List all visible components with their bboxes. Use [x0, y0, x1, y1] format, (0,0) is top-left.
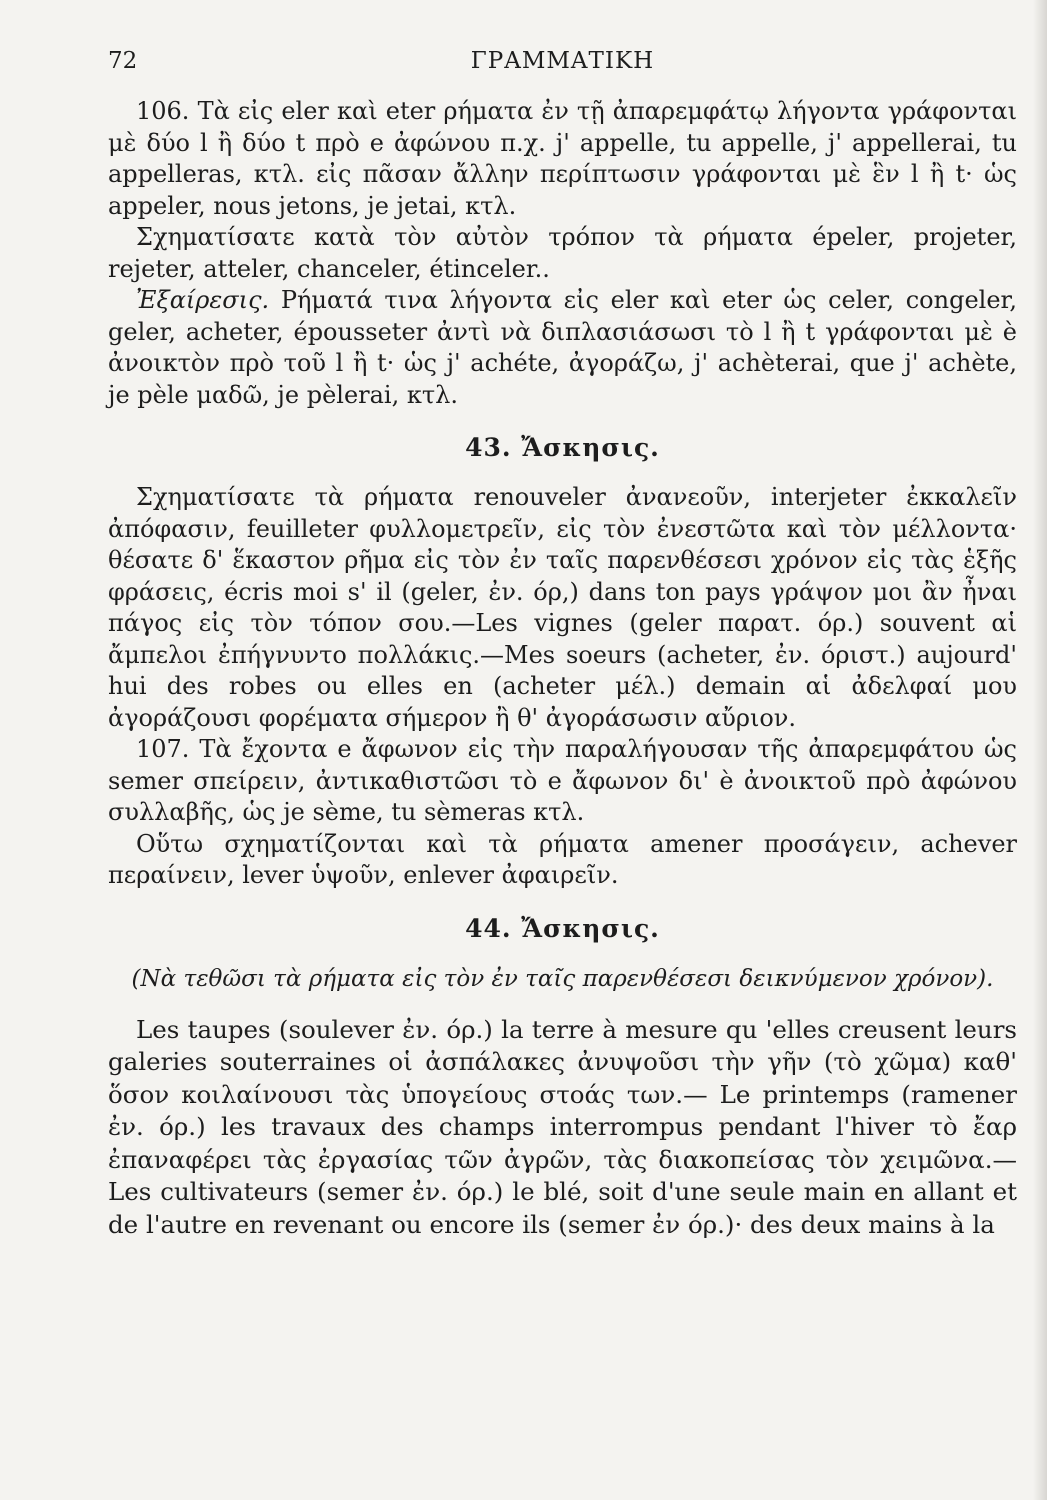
page-header [108, 40, 1017, 96]
exercise-44-heading: 44. Ἄσκησις. [465, 913, 660, 943]
exercise-43-body [108, 482, 1017, 734]
paragraph-exception [108, 285, 1017, 411]
running-title: ΓΡΑΜΜΑΤΙΚΗ [470, 48, 655, 74]
exercise-43-heading: 43. Ἄσκησις. [465, 433, 660, 462]
exception-label: Ἐξαίρεσις. [136, 286, 270, 314]
paragraph-106-text: 106. Τὰ εἰς eler καὶ eter ρήματα ἐν τῇ ἀπαρεμφάτῳ λήγοντα γράφονται μὲ δύο l ἢ δύο t πρὸ e ἀφώνου π.χ. j' appelle, tu appelle, j' appellerai, tu appelleras, κτλ. εἰς πᾶσαν ἄλλην περίπτωσιν γράφονται μὲ ἓν l ἢ t· ὡς appeler, nous jetons, je jetai, κτλ. [108, 97, 1017, 220]
page-edge-shadow [1033, 0, 1047, 1500]
paragraph-conjugate-text: Σχηματίσατε κατὰ τὸν αὐτὸν τρόπον τὰ ρήματα épeler, projeter, rejeter, atteler, chanceler, étinceler.. [108, 223, 1017, 283]
page-number: 72 [108, 48, 138, 74]
paragraph-107 [108, 734, 1017, 829]
exercise-44-text: Les taupes (soulever ἐν. όρ.) la terre à mesure qu 'elles creusent leurs galeries souterraines οἱ ἀσπάλακες ἀνυψοῦσι τὴν γῆν (τὸ χῶμα) καθ' ὅσον κοιλαίνουσι τὰς ὑπογείους στοάς των.— Le printemps (ramener ἐν. όρ.) les travaux des champs interrompus pendant l'hiver τὸ ἔαρ ἐπαναφέρει τὰς ἐργασίας τῶν ἀγρῶν, τὰς διακοπείσας τὸν χειμῶνα.—Les cultivateurs (semer ἐν. όρ.) le blé, soit d'une seule main en allant et de l'autre en revenant ou encore ils (semer ἐν όρ.)· des deux mains à la [108, 1014, 1017, 1239]
exercise-43-text: Σχηματίσατε τὰ ρήματα renouveler ἀνανεοῦν, interjeter ἐκκαλεῖν ἀπόφασιν, feuilleter φυλλομετρεῖν, εἰς τὸν ἐνεστῶτα καὶ τὸν μέλλοντα· θέσατε δ' ἕκαστον ρῆμα εἰς τὸν ἐν ταῖς παρενθέσεσι χρόνον εἰς τὰς ἑξῆς φράσεις, écris moi s' il (geler, ἐν. όρ,) dans ton pays γράψον μοι ἂν ἦναι πάγος εἰς τὸν τόπον σου.—Les vignes (geler παρατ. όρ.) souvent αἱ ἄμπελοι ἐπήγνυντο πολλάκις.—Mes soeurs (acheter, ἐν. όριστ.) aujourd' hui des robes ou elles en (acheter μέλ.) demain αἱ ἀδελφαί μου ἀγοράζουσι φορέματα σήμερον ἢ θ' ἀγοράσωσιν αὔριον. [108, 483, 1017, 732]
exercise-44-body [108, 1014, 1017, 1242]
paragraph-exception-text: Ρήματά τινα λήγοντα εἰς eler καὶ eter ὡς celer, congeler, geler, acheter, épousseter ἀντὶ νὰ διπλασιάσωσι τὸ l ἢ t γράφονται μὲ è ἀνοικτὸν πρὸ τοῦ l ἢ t· ὡς j' achéte, ἀγοράζω, j' achèterai, que j' achète, je pèle μαδῶ, je pèlerai, κτλ. [108, 286, 1017, 409]
paragraph-likewise-text: Οὕτω σχηματίζονται καὶ τὰ ρήματα amener προσάγειν, achever περαίνειν, lever ὑψοῦν, enlever ἀφαιρεῖν. [108, 829, 1017, 889]
paragraph-107-text: 107. Τὰ ἔχοντα e ἄφωνον εἰς τὴν παραλήγουσαν τῆς ἀπαρεμφάτου ὡς semer σπείρειν, ἀντικαθιστῶσι τὸ e ἄφωνον δι' è ἀνοικτοῦ πρὸ ἀφώνου συλλαβῆς, ὡς je sème, tu sèmeras κτλ. [108, 735, 1017, 826]
paragraph-106 [108, 96, 1017, 222]
exercise-44-section [108, 1014, 1017, 1242]
paragraph-conjugate-instruction [108, 222, 1017, 285]
paragraph-likewise [108, 829, 1017, 892]
exercise-44-subtitle: (Νὰ τεθῶσι τὰ ρήματα εἰς τὸν ἐν ταῖς παρενθέσεσι δεικνύμενον χρόνον). [131, 965, 994, 992]
